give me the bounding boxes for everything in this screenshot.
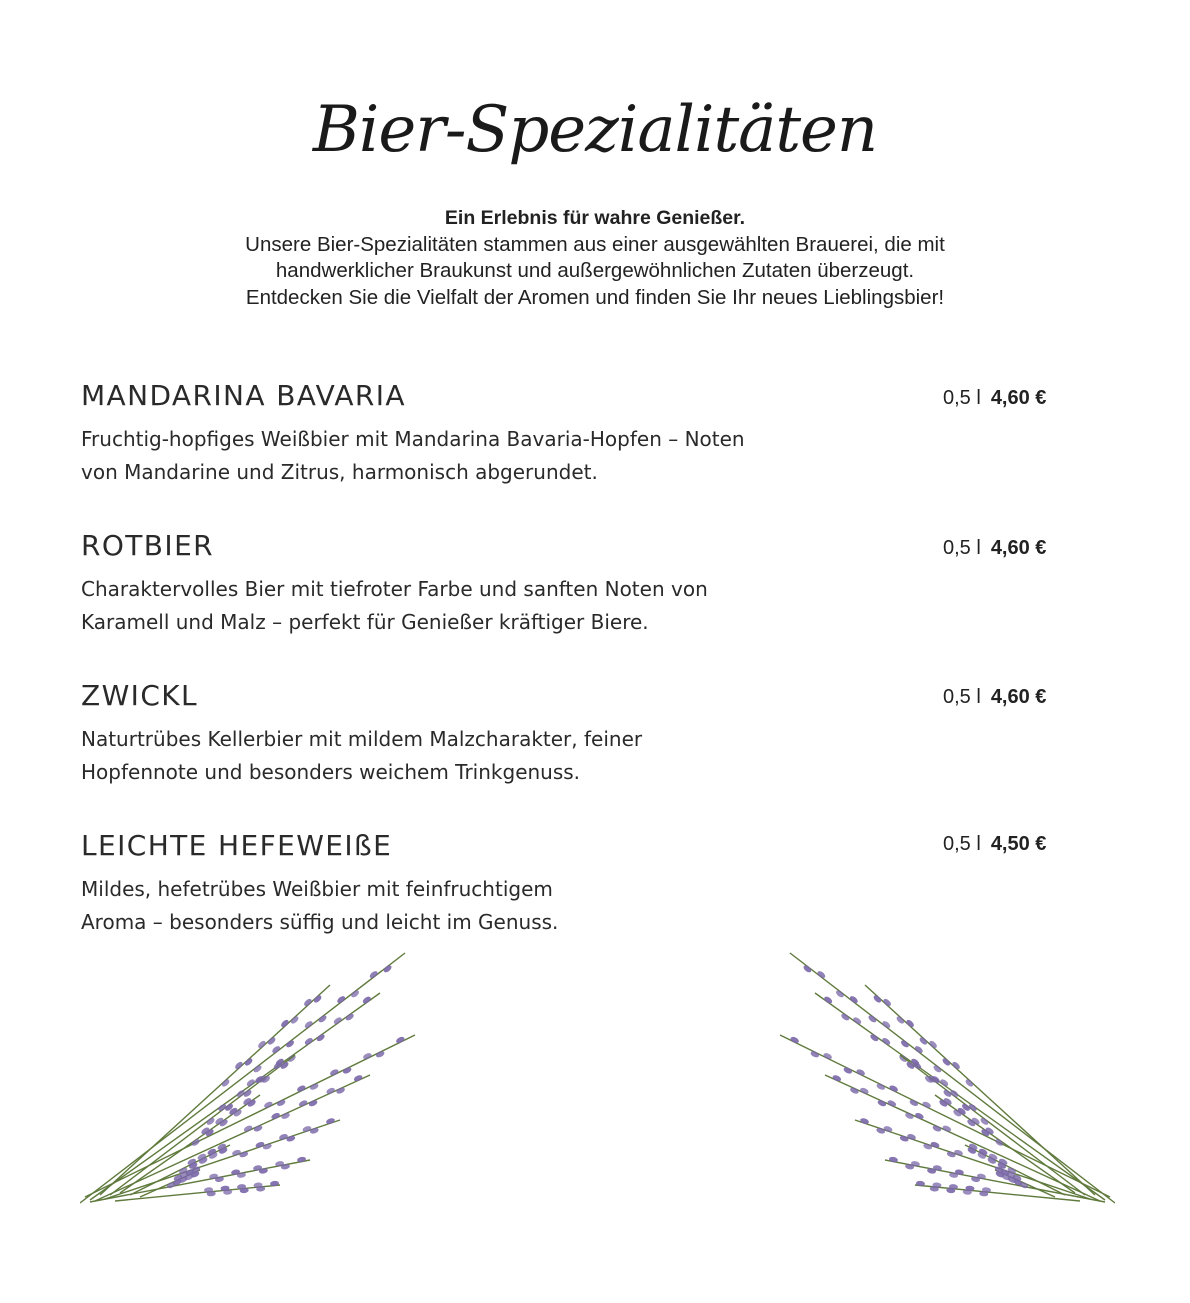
page-title: Bier-Spezialitäten (312, 93, 878, 167)
intro-line: handwerklicher Braukunst und außergewöhnlichen Zutaten überzeugt. (275, 259, 915, 282)
intro-lead: Ein Erlebnis für wahre Genießer. (444, 207, 746, 229)
item-amount: 4,60 € (990, 686, 1047, 708)
lavender-bouquet-icon (775, 945, 1115, 1207)
intro (95, 205, 1095, 311)
item-description (81, 723, 1081, 789)
item-description-line: Hopfennote und besonders weichem Trinkgenuss. (81, 760, 581, 784)
intro-line: Unsere Bier-Spezialitäten stammen aus einer ausgewählten Brauerei, die mit (245, 232, 945, 256)
item-volume: 0,5 l (943, 686, 981, 708)
item-volume: 0,5 l (943, 387, 981, 409)
item-description (81, 873, 1081, 939)
item-volume: 0,5 l (943, 833, 981, 855)
item-name: ZWICKL (81, 679, 199, 712)
item-volume: 0,5 l (943, 537, 981, 559)
item-description-line: Fruchtig-hopfiges Weißbier mit Mandarina Bavaria-Hopfen – Noten (81, 427, 745, 451)
item-description (81, 573, 1081, 639)
item-name: MANDARINA BAVARIA (81, 379, 406, 412)
item-price (943, 833, 1046, 856)
item-description-line: Mildes, hefetrübes Weißbier mit feinfruchtigem (81, 877, 553, 901)
item-description-line: Charaktervolles Bier mit tiefroter Farbe und sanften Noten von (81, 577, 708, 601)
item-amount: 4,60 € (990, 537, 1047, 559)
menu-item (81, 379, 1081, 489)
item-description-line: Karamell und Malz – perfekt für Genießer kräftiger Biere. (81, 610, 649, 634)
item-amount: 4,60 € (990, 387, 1047, 409)
menu-item (81, 529, 1081, 639)
item-description-line: von Mandarine und Zitrus, harmonisch abgerundet. (81, 460, 598, 484)
intro-line: Entdecken Sie die Vielfalt der Aromen und finden Sie Ihr neues Lieblingsbier! (245, 285, 945, 309)
item-description-line: Naturtrübes Kellerbier mit mildem Malzcharakter, feiner (81, 727, 643, 751)
item-amount: 4,50 € (990, 833, 1047, 855)
item-name: ROTBIER (81, 529, 215, 562)
item-price (943, 686, 1046, 709)
menu-item (81, 829, 1081, 939)
menu-item (81, 679, 1081, 789)
item-description (81, 423, 1081, 489)
lavender-bouquet-icon (80, 945, 420, 1207)
item-name: LEICHTE HEFEWEIßE (81, 829, 393, 862)
item-price (943, 387, 1046, 410)
item-description-line: Aroma – besonders süffig und leicht im Genuss. (81, 910, 559, 934)
item-price (943, 537, 1046, 560)
